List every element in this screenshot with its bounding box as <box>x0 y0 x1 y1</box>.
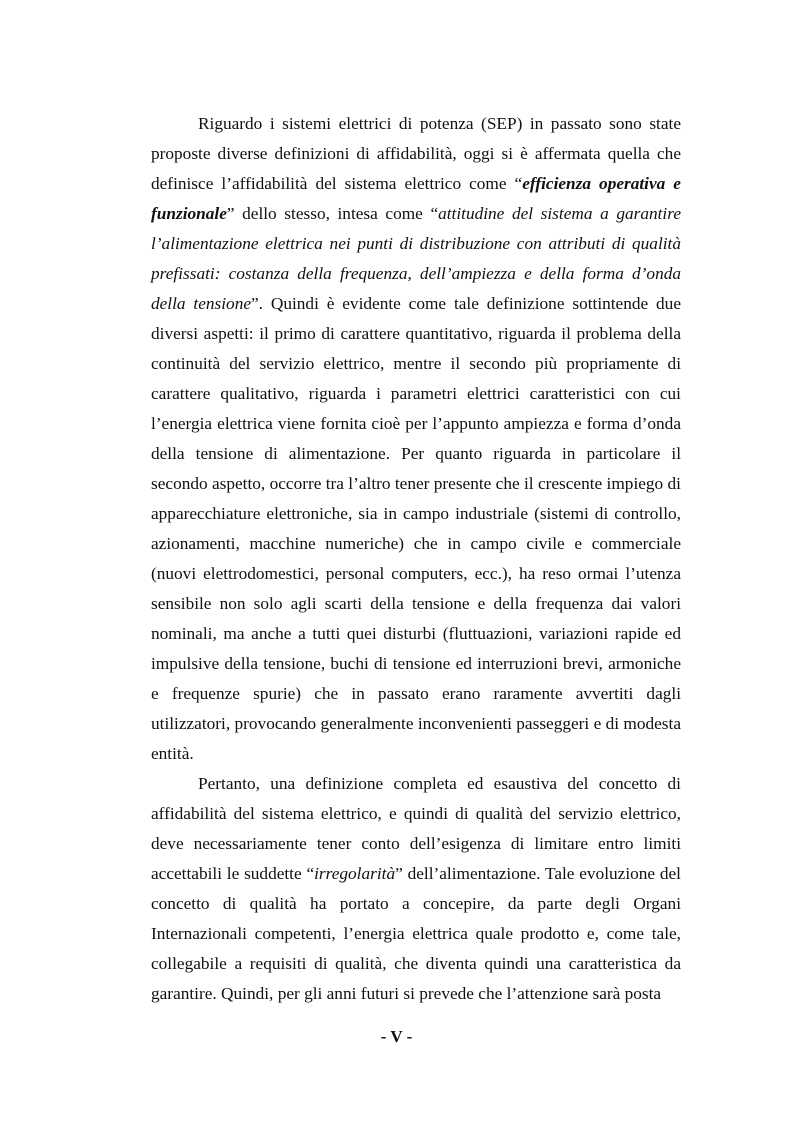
emphasis-irregolarita: irregolarità <box>314 864 396 883</box>
quote-definition: attitudine del sistema a garantire l’alimentazione elettrica nei punti di distribuzione con attributi di qualità prefissati: costanza della frequenza, dell’ampiezza e della forma d’onda della tensione <box>151 204 681 313</box>
page-number: - V - <box>380 1027 413 1046</box>
document-body <box>151 109 681 1009</box>
paragraph-1-text-a: Riguardo i sistemi elettrici di potenza (SEP) in passato sono state proposte diverse definizioni di affidabilità, oggi si è affermata quella che definisce l’affidabilità del sistema elettrico come “ <box>151 114 681 193</box>
paragraph-2-text-a: Pertanto, una definizione completa ed esaustiva del concetto di affidabilità del sistema elettrico, e quindi di qualità del servizio elettrico, deve necessariamente tener conto dell’esigenza di limitare entro limiti accettabili le suddette “ <box>151 774 681 883</box>
paragraph-2-text-b: ” dell’alimentazione. Tale evoluzione del concetto di qualità ha portato a concepire, da parte degli Organi Internazionali competenti, l’energia elettrica quale prodotto e, come tale, collegabile a requisiti di qualità, che diventa quindi una caratteristica da garantire. Quindi, per gli anni futuri si prevede che l’attenzione sarà posta <box>151 864 681 1003</box>
emphasis-efficienza-operativa: efficienza operativa e funzionale <box>151 174 681 223</box>
paragraph-1-text-c: ”. Quindi è evidente come tale definizione sottintende due diversi aspetti: il primo di carattere quantitativo, riguarda il problema della continuità del servizio elettrico, mentre il secondo più propriamente di carattere qualitativo, riguarda i parametri elettrici caratteristici con cui l’energia elettrica viene fornita cioè per l’appunto ampiezza e forma d’onda della tensione di alimentazione. Per quanto riguarda in particolare il secondo aspetto, occorre tra l’altro tener presente che il crescente impiego di apparecchiature elettroniche, sia in campo industriale (sistemi di controllo, azionamenti, macchine numeriche) che in campo civile e commerciale (nuovi elettrodomestici, personal computers, ecc.), ha reso ormai l’utenza sensibile non solo agli scarti della tensione e della frequenza dai valori nominali, ma anche a tutti quei disturbi (fluttuazioni, variazioni rapide ed impulsive della tensione, buchi di tensione ed interruzioni brevi, armoniche e frequenze spurie) che in passato erano raramente avvertiti dagli utilizzatori, provocando generalmente inconvenienti passeggeri e di modesta entità. <box>151 294 681 763</box>
paragraph-1 <box>151 109 681 769</box>
paragraph-2 <box>151 769 681 1009</box>
paragraph-1-text-b: ” dello stesso, intesa come “ <box>226 204 439 223</box>
